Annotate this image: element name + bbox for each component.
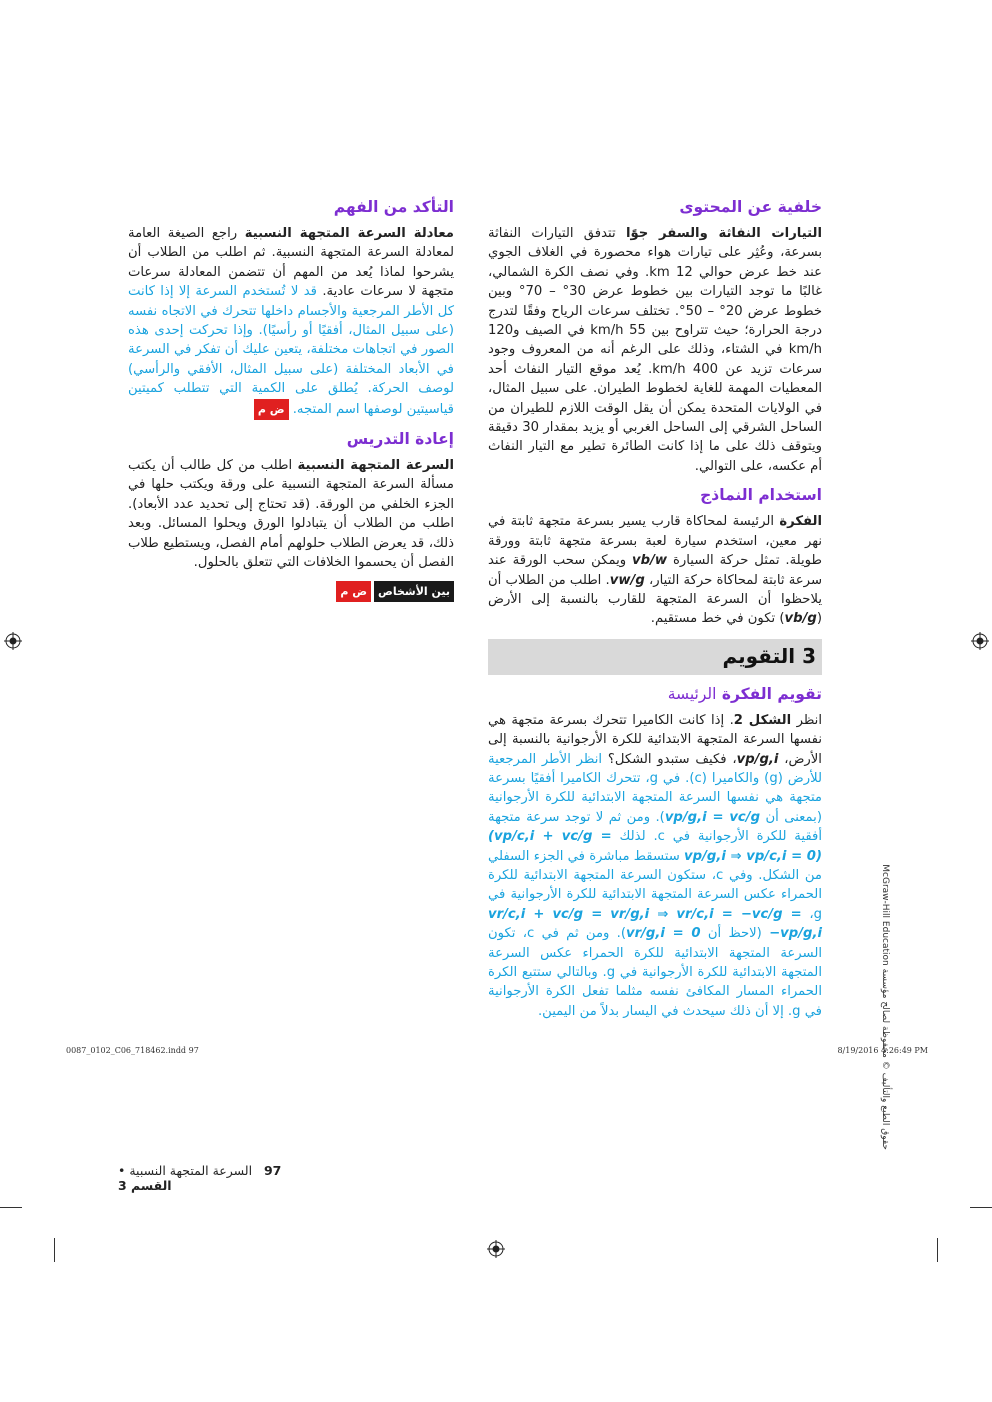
section-number: القسم 3 (118, 1178, 172, 1193)
assess-eq-2: (vp/c,i + vc/g = vp/g,i ⇒ vp/c,i = 0) (488, 829, 822, 864)
content-background-lead: التيارات النفاثة والسفر جوًا (626, 226, 822, 241)
copyright-notice: حقوق الطبع والتأليف © محفوظة لصالح مؤسسة McGraw-Hill Education (880, 864, 890, 1150)
check-understanding-text: راجع الصيغة العامة لمعادلة السرعة المتجهة النسبية. ثم اطلب من الطلاب أن يشرحوا لماذا يُعد من المهم أن تتضمن المعادلة سرعات متجهة لا سرعات عادية. (128, 226, 454, 300)
assess-eq-4: vr/g,i = 0 (626, 926, 701, 942)
registration-mark-icon (4, 632, 22, 650)
slug-timestamp: 8/19/2016 4:26:49 PM (837, 1046, 928, 1055)
using-models-text-4: ) تكون في خط مستقيم. (650, 611, 785, 627)
assess-header-box (488, 639, 822, 675)
var-vbw: vb/w (632, 553, 668, 569)
assess-answer-4: (لاحظ أن (707, 926, 762, 942)
registration-mark-icon (487, 1240, 505, 1258)
var-vwg: vw/g (609, 572, 645, 588)
assess-subtitle-light: الرئيسة (667, 684, 717, 703)
content-background-paragraph (488, 224, 822, 476)
assess-figure-ref: الشكل 2 (733, 712, 792, 728)
right-column (488, 196, 822, 1029)
assess-answer-2: ). ومن ثم لا توجد سرعة متجهة أفقية للكرة الأرجوانية في c. لذلك (488, 809, 822, 845)
reteach-tags (128, 581, 454, 602)
folio (118, 1163, 318, 1193)
check-understanding-title: التأكد من الفهم (333, 198, 454, 216)
assess-answer-3: ستسقط مباشرة في الجزء السفلي من الشكل. وفي c، ستكون السرعة المتجهة الابتدائية للكرة الحمراء عكس السرعة المتجهة الابتدائية للكرة الأرجوانية في g، (488, 848, 822, 922)
assess-q-text: . إذا كانت الكاميرا تتحرك بسرعة متجهة هي نفسها السرعة المتجهة الابتدائية للكرة الأرجوانية بالنسبة إلى الأرض، (488, 712, 822, 767)
trim-mark (54, 1238, 55, 1262)
using-models-paragraph (488, 512, 822, 628)
reteach-lead: السرعة المتجهة النسبية (297, 458, 454, 474)
using-models-lead: الفكرة (779, 514, 822, 530)
assess-answer-1: انظر الأطر المرجعية للأرض (g) والكاميرا (c). في g، تتحرك الكاميرا أفقيًا بسرعة متجهة هي نفسها السرعة المتجهة الابتدائية للكرة الأرجوانية (بمعنى أن (488, 751, 822, 825)
check-understanding-paragraph (128, 224, 454, 420)
assess-eq-1: vp/g,i = vc/g (664, 809, 761, 825)
assess-q-var: vp/g,i (736, 751, 779, 767)
registration-mark-icon (971, 632, 989, 650)
left-column (128, 196, 454, 602)
slug-file-info: 0087_0102_C06_718462.indd 97 (66, 1046, 199, 1055)
using-models-text-2: ويمكن سحب الورقة عند سرعة ثابتة لمحاكاة حركة التيار، (488, 553, 822, 588)
using-models-text-1: لمحاكاة قارب يسير بسرعة متجهة ثابتة في نهر معين، استخدم سيارة لعبة بسرعة متجهة ثابتة وورقة طويلة. تمثل حركة السيارة (488, 514, 822, 569)
skill-tag-red: ض م (254, 399, 289, 420)
assess-answer-5: ). ومن ثم في c، تكون السرعة المتجهة الابتدائية للكرة الحمراء عكس السرعة المتجهة الابتدائية للكرة الأرجوانية في g. وبالتالي ستتبع الكرة الحمراء المسار المكافئ نفسه مثلما تفعل الكرة الأرجوانية في g. إلا أن ذلك سيحدث في اليسار بدلاً من اليمين. (488, 926, 822, 1019)
check-understanding-lead: معادلة السرعة المتجهة النسبية (244, 226, 454, 241)
assess-eq-3: vr/c,i + vc/g = vr/g,i ⇒ vr/c,i = −vc/g = −vp/g,i (488, 906, 822, 942)
assess-subtitle-bold: تقويم الفكرة (721, 684, 822, 703)
section-title: السرعة المتجهة النسبية (129, 1163, 253, 1178)
reteach-text: اطلب من كل طالب أن يكتب مسألة السرعة المتجهة النسبية على ورقة ويكتب حلها في الجزء الخلفي من الورقة. (قد تحتاج إلى تحديد عدد الأبعاد). اطلب من الطلاب أن يتبادلوا الورق ويحلوا المسائل. وبعد ذلك، قد يعرض الطلاب حلولهم أمام الفصل، ويستطيع طلاب الفصل أن يحسموا الخلافات التي تتعلق بالحلول. (128, 458, 454, 571)
reteach-tag-red: ض م (336, 581, 371, 602)
trim-mark (0, 1207, 22, 1208)
using-models-title: استخدام النماذج (700, 486, 822, 505)
assess-q-prefix: انظر (796, 712, 822, 728)
assess-paragraph (488, 711, 822, 1022)
trim-mark (937, 1238, 938, 1262)
using-models-lead-rest: الرئيسة (732, 514, 775, 530)
assess-subtitle (488, 683, 822, 705)
section-bullet: • (118, 1163, 126, 1178)
var-vbg: vb/g (784, 611, 817, 627)
assess-header: 3 التقويم (722, 644, 816, 669)
reteach-tag-black: بين الأشخاص (374, 581, 454, 602)
reteach-title: إعادة التدريس (346, 430, 454, 449)
assess-q-tail: ، فكيف ستبدو الشكل؟ (607, 751, 737, 767)
content-background-title: خلفية عن المحتوى (679, 198, 822, 216)
page-number: 97 (263, 1163, 282, 1178)
trim-mark (970, 1207, 992, 1208)
check-understanding-answer: قد لا تُستخدم السرعة إلا إذا كانت كل الأطر المرجعية والأجسام داخلها تتحرك في الاتجاه نفسه (على سبيل المثال، أفقيًا أو رأسيًا). وإذا تحركت إحدى هذه الصور في اتجاهات مختلفة، يتعين عليك أن تفكر في السرعة في الأبعاد المختلفة (على سبيل المثال، الأفقي والرأسي) لوصف الحركة. يُطلق على الكمية التي تتطلب كميتين قياسيتين لوصفها اسم المتجه. (128, 284, 454, 417)
content-background-text: تتدفق التيارات النفاثة بسرعة، وعُثِر على تيارات هواء محصورة في الغلاف الجوي عند خط عرض حوالي 12 km. وفي نصف الكرة الشمالي، غالبًا ما توجد التيارات بين خطوط عرض 30° – 70° وبين خطوط عرض 20° – 50°. تختلف سرعات الرياح وفقًا لتدرج درجة الحرارة؛ حيث تتراوح بين 55 km/h في الصيف و120 km/h في الشتاء، وذلك على الرغم أنه من المعروف وجود سرعات تزيد عن 400 km/h. يُعد موقع التيار النفاث أحد المعطيات المهمة للغاية لخطوط الطيران. على سبيل المثال، في الولايات المتحدة يمكن أن يقل الوقت اللازم للطيران من الساحل الشرقي إلى الساحل الغربي أو يزيد بمقدار 30 دقيقة ويتوقف ذلك على ما إذا كانت الطائرة تطير مع التيار النفاث أم عكسه، على التوالي. (488, 226, 823, 474)
reteach-paragraph (128, 456, 454, 572)
using-models-text-3: . اطلب من الطلاب أن يلاحظوا أن السرعة المتجهة للقارب بالنسبة إلى الأرض ( (488, 572, 822, 627)
